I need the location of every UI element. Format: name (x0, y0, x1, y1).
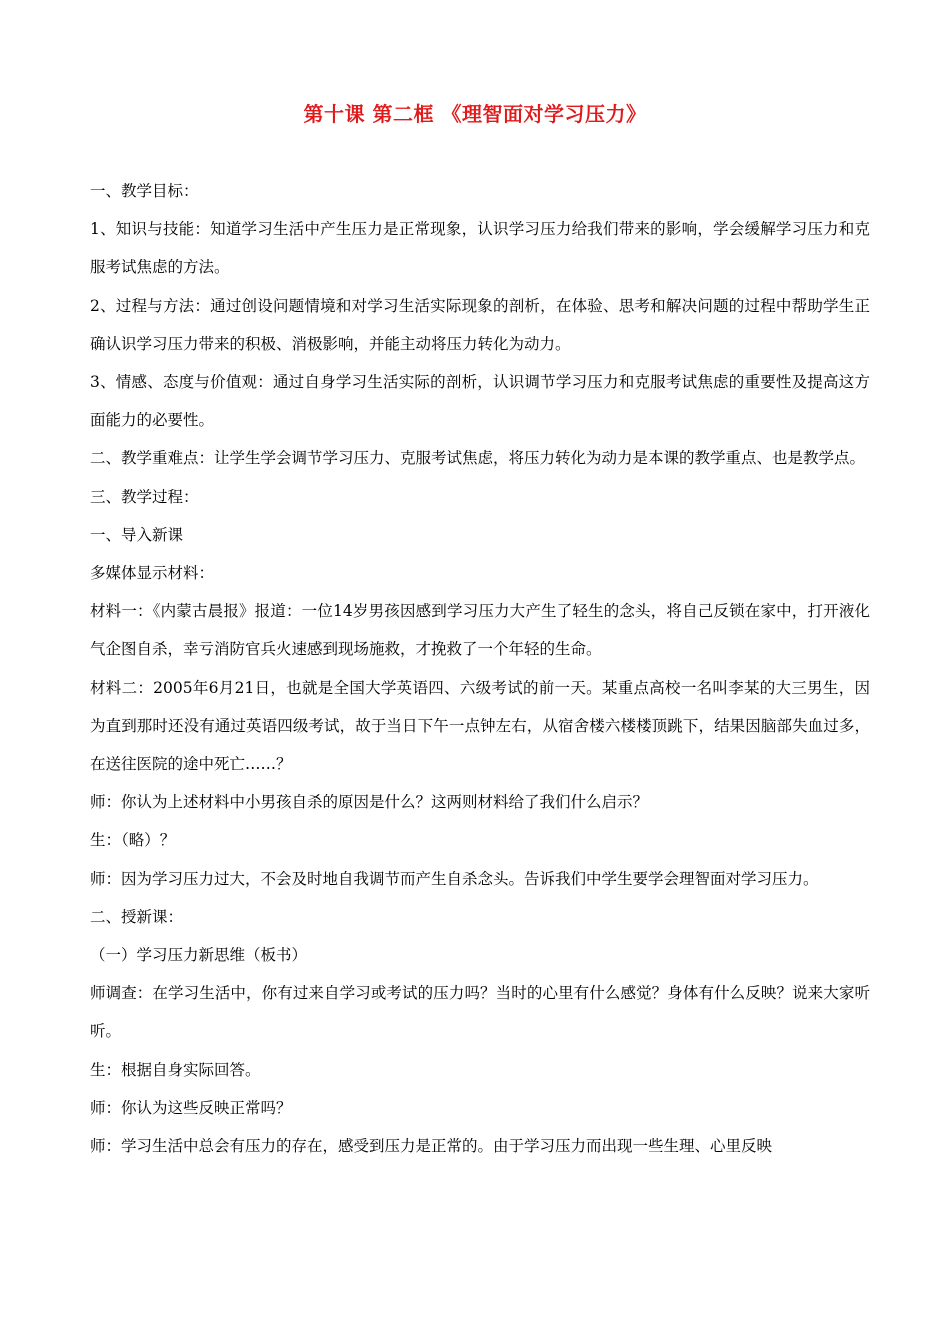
document-body (90, 172, 870, 1165)
student-answer: 生：（略）？ (90, 831, 176, 850)
material-two: 材料二：2005年6月21日，也就是全国大学英语四、六级考试的前一天。某重点高校一名叫李某的大三男生，因为直到那时还没有通过英语四级考试，故于当日下午一点钟左右，从宿舍楼六楼楼顶跳下，结果因脑部失血过多，在送往医院的途中死亡……？ (90, 678, 870, 774)
subsection-pressure-thinking: （一）学习压力新思维（板书） (90, 946, 308, 965)
student-reply: 生：根据自身实际回答。 (90, 1060, 261, 1079)
teacher-question: 师：你认为上述材料中小男孩自杀的原因是什么？这两则材料给了我们什么启示？ (90, 793, 649, 812)
subheading-intro: 一、导入新课 (90, 525, 184, 544)
objective-values: 3、情感、态度与价值观：通过自身学习生活实际的剖析，认识调节学习压力和克服考试焦虑的重要性及提高这方面能力的必要性。 (90, 373, 870, 430)
lesson-title: 第十课 第二框 《理智面对学习压力》 (303, 102, 647, 126)
objective-process: 2、过程与方法：通过创设问题情境和对学习生活实际现象的剖析，在体验、思考和解决问题的过程中帮助学生正确认识学习压力带来的积极、消极影响，并能主动将压力转化为动力。 (90, 296, 870, 353)
teacher-explanation: 师：学习生活中总会有压力的存在，感受到压力是正常的。由于学习压力而出现一些生理、心里反映 (90, 1137, 773, 1156)
teacher-survey: 师调查：在学习生活中，你有过来自学习或考试的压力吗？当时的心里有什么感觉？身体有什么反映？说来大家听听。 (90, 984, 870, 1041)
material-one: 材料一：《内蒙古晨报》报道：一位14岁男孩因感到学习压力大产生了轻生的念头，将自己反锁在家中，打开液化气企图自杀，幸亏消防官兵火速感到现场施救，才挽救了一个年轻的生命。 (90, 602, 870, 659)
teacher-summary: 师：因为学习压力过大，不会及时地自我调节而产生自杀念头。告诉我们中学生要学会理智面对学习压力。 (90, 869, 819, 888)
section-heading-process: 三、教学过程： (90, 487, 199, 506)
teacher-followup: 师：你认为这些反映正常吗？ (90, 1098, 292, 1117)
subheading-new-lesson: 二、授新课： (90, 907, 184, 926)
multimedia-label: 多媒体显示材料： (90, 564, 215, 583)
section-key-points: 二、教学重难点：让学生学会调节学习压力、克服考试焦虑，将压力转化为动力是本课的教学重点、也是教学点。 (90, 449, 866, 468)
objective-knowledge: 1、知识与技能：知道学习生活中产生压力是正常现象，认识学习压力给我们带来的影响，学会缓解学习压力和克服考试焦虑的方法。 (90, 220, 870, 277)
section-heading-objectives: 一、教学目标： (90, 182, 199, 200)
